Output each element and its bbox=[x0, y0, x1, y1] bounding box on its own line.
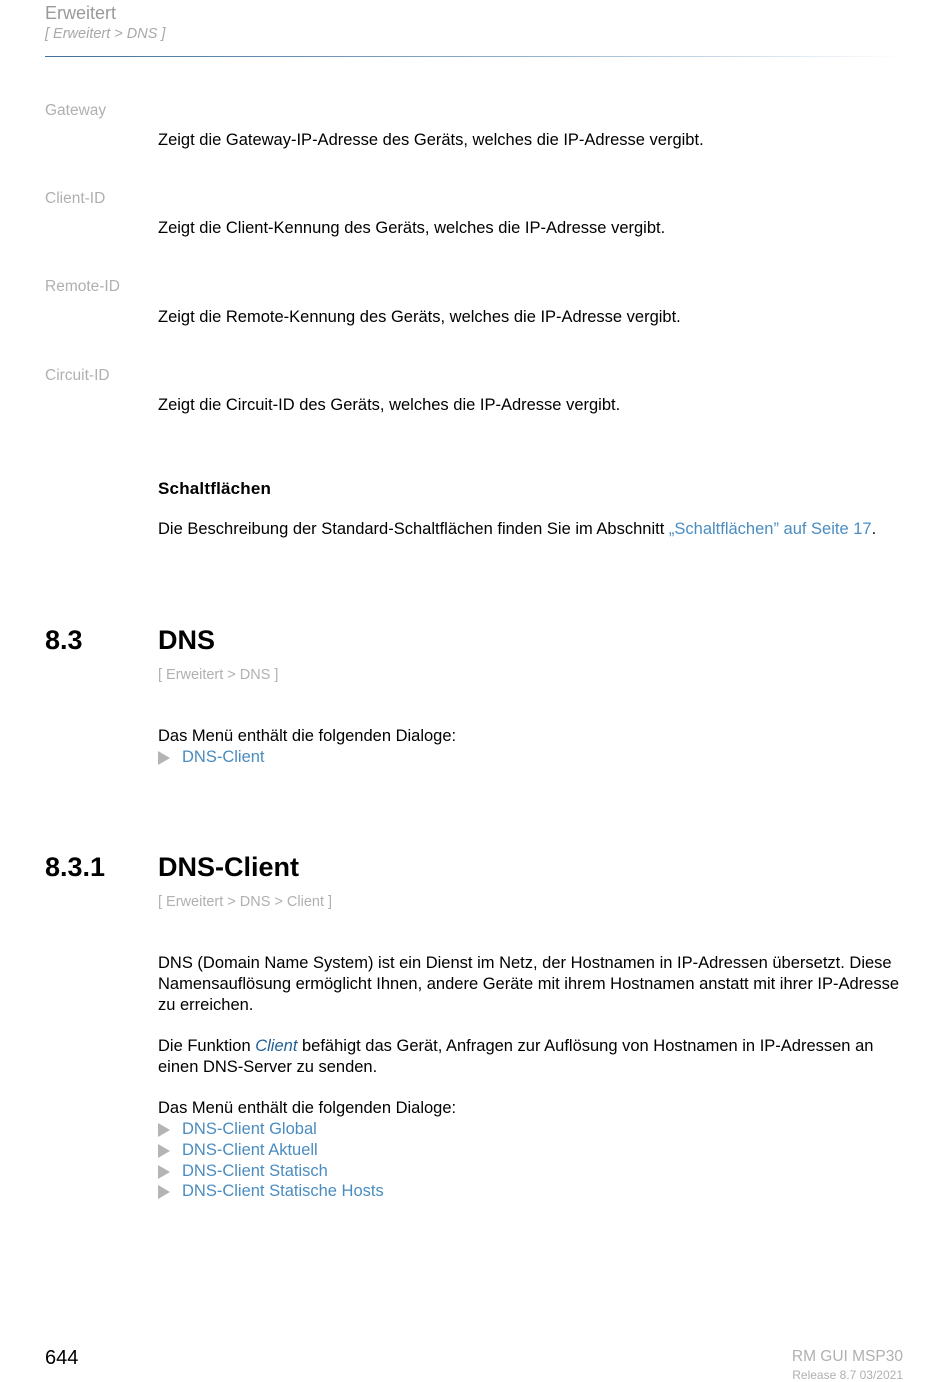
dns-client-link[interactable]: DNS-Client bbox=[182, 748, 265, 766]
header-title: Erweitert bbox=[45, 3, 117, 23]
bullet-triangle-icon bbox=[158, 1123, 170, 1137]
dns-client-statische-hosts-link[interactable]: DNS-Client Statische Hosts bbox=[182, 1182, 384, 1200]
list-item bbox=[158, 1140, 318, 1161]
description-client-id: Zeigt die Client-Kennung des Geräts, welches die IP-Adresse vergibt. bbox=[158, 219, 666, 237]
section-8-3-number: 8.3 bbox=[45, 625, 83, 655]
buttons-text-after: . bbox=[871, 520, 877, 538]
dns-client-aktuell-link[interactable]: DNS-Client Aktuell bbox=[182, 1141, 318, 1159]
term-client-id: Client-ID bbox=[45, 190, 106, 207]
bullet-triangle-icon bbox=[158, 1165, 170, 1179]
buttons-heading: Schaltflächen bbox=[158, 479, 272, 498]
section-8-3-intro: Das Menü enthält die folgenden Dialoge: bbox=[158, 727, 457, 745]
description-remote-id: Zeigt die Remote-Kennung des Geräts, welches die IP-Adresse vergibt. bbox=[158, 308, 681, 326]
term-circuit-id: Circuit-ID bbox=[45, 367, 110, 384]
term-gateway: Gateway bbox=[45, 102, 107, 119]
description-circuit-id: Zeigt die Circuit-ID des Geräts, welches die IP-Adresse vergibt. bbox=[158, 396, 621, 414]
bullet-triangle-icon bbox=[158, 1185, 170, 1199]
footer-release: Release 8.7 03/2021 bbox=[792, 1368, 903, 1382]
dns-client-global-link[interactable]: DNS-Client Global bbox=[182, 1120, 317, 1138]
footer-document-name: RM GUI MSP30 bbox=[791, 1348, 903, 1365]
bullet-triangle-icon bbox=[158, 1144, 170, 1158]
section-8-3-1-paragraph-1: DNS (Domain Name System) ist ein Dienst im Netz, der Hostnamen in IP-Adressen übersetzt. Diese Namensauflösung ermöglicht Ihnen, andere Geräte mit ihrem Hostnamen anstatt mit ihrer IP-Adresse zu erreichen. bbox=[158, 954, 900, 1014]
list-item bbox=[158, 1161, 328, 1182]
section-8-3-1-paragraph-2 bbox=[158, 1036, 908, 1078]
paragraph-2-before: Die Funktion bbox=[158, 1037, 256, 1055]
buttons-page-link[interactable]: „Schaltflächen” auf Seite 17 bbox=[668, 520, 872, 538]
buttons-text-before: Die Beschreibung der Standard-Schaltflächen finden Sie im Abschnitt bbox=[158, 520, 669, 538]
list-item bbox=[158, 1119, 317, 1140]
bullet-triangle-icon bbox=[158, 751, 170, 765]
client-function-name: Client bbox=[255, 1037, 298, 1055]
section-8-3-title: DNS bbox=[158, 625, 216, 655]
section-8-3-1-number: 8.3.1 bbox=[45, 852, 106, 882]
header-divider bbox=[45, 56, 905, 57]
dns-client-statisch-link[interactable]: DNS-Client Statisch bbox=[182, 1162, 328, 1180]
buttons-paragraph bbox=[158, 520, 876, 539]
list-item bbox=[158, 747, 265, 768]
description-gateway: Zeigt die Gateway-IP-Adresse des Geräts, welches die IP-Adresse vergibt. bbox=[158, 131, 704, 149]
paragraph-2-after: befähigt das Gerät, Anfragen zur Auflösung von Hostnamen in IP-Adressen an einen DNS-Server zu senden. bbox=[158, 1037, 874, 1076]
section-8-3-1-intro: Das Menü enthält die folgenden Dialoge: bbox=[158, 1099, 457, 1117]
term-remote-id: Remote-ID bbox=[45, 278, 120, 295]
section-8-3-breadcrumb: [ Erweitert > DNS ] bbox=[158, 667, 279, 683]
section-8-3-1-title: DNS-Client bbox=[158, 852, 299, 882]
section-8-3-1-breadcrumb: [ Erweitert > DNS > Client ] bbox=[158, 894, 333, 910]
page-number: 644 bbox=[45, 1347, 79, 1369]
list-item bbox=[158, 1181, 384, 1202]
header-breadcrumb: [ Erweitert > DNS ] bbox=[45, 26, 166, 42]
